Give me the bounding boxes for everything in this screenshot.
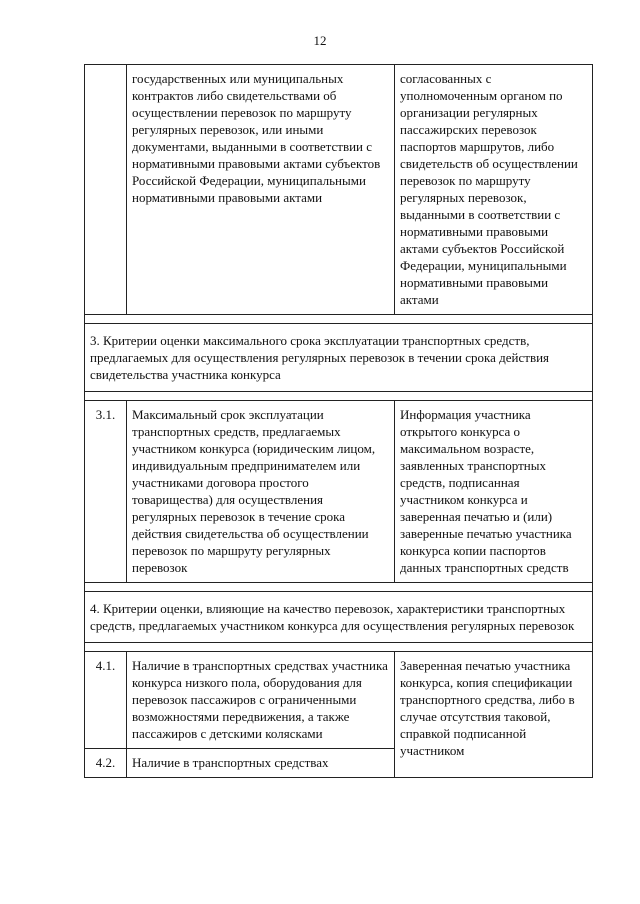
section-3-header: 3. Критерии оценки максимального срока эксплуатации транспортных средств, предлагаемых для осуществления регулярных перевозок в течении срока действия свидетельства участника конкурса [85, 324, 593, 392]
spacer-cell [85, 315, 593, 324]
table-row [85, 401, 593, 583]
document-cell: Информация участника открытого конкурса о максимальном возрасте, заявленных транспортных средств, подписанная участником конкурса и заверенная печатью и (или) заверенные печатью участника конкурса копии паспортов данных транспортных средств [395, 401, 593, 583]
row-number-cell: 4.1. [85, 652, 127, 749]
row-number-cell [85, 65, 127, 315]
table-spacer [85, 315, 593, 324]
criterion-cell: Наличие в транспортных средствах [127, 749, 395, 778]
page-number: 12 [313, 33, 327, 48]
spacer-cell [85, 392, 593, 401]
table-spacer [85, 643, 593, 652]
criterion-cell: Максимальный срок эксплуатации транспортных средств, предлагаемых участником конкурса (юридическим лицом, индивидуальным предпринимателем или участниками договора простого товарищества) для осуществления регулярных перевозок в течение срока действия свидетельства об осуществлении перевозок по маршруту регулярных перевозок [127, 401, 395, 583]
document-cell: согласованных с уполномоченным органом по организации регулярных пассажирских перевозок паспортов маршрутов, либо свидетельств об осуществлении перевозок по маршруту регулярных перевозок, выданными в соответствии с нормативными правовыми актами субъектов Российской Федерации, муниципальными нормативными правовыми актами [395, 65, 593, 315]
criterion-cell: государственных или муниципальных контрактов либо свидетельствами об осуществлении перевозок по маршруту регулярных перевозок, или иными документами, выданными в соответствии с нормативными правовыми актами субъектов Российской Федерации, муниципальными нормативными правовыми актами [127, 65, 395, 315]
spacer-cell [85, 583, 593, 592]
table-spacer [85, 392, 593, 401]
row-number-cell: 3.1. [85, 401, 127, 583]
section-4-header: 4. Критерии оценки, влияющие на качество перевозок, характеристики транспортных средств, предлагаемых участником конкурса для осуществления регулярных перевозок [85, 592, 593, 643]
table-row [85, 652, 593, 749]
spacer-cell [85, 643, 593, 652]
section-header-row [85, 324, 593, 392]
table-row [85, 65, 593, 315]
table-spacer [85, 583, 593, 592]
row-number-cell: 4.2. [85, 749, 127, 778]
document-cell: Заверенная печатью участника конкурса, копия спецификации транспортного средства, либо в случае отсутствия таковой, справкой подписанной участником [395, 652, 593, 778]
criterion-cell: Наличие в транспортных средствах участника конкурса низкого пола, оборудования для перевозок пассажиров с ограниченными возможностями передвижения, а также пассажиров с детскими колясками [127, 652, 395, 749]
section-header-row [85, 592, 593, 643]
criteria-table [84, 64, 593, 778]
